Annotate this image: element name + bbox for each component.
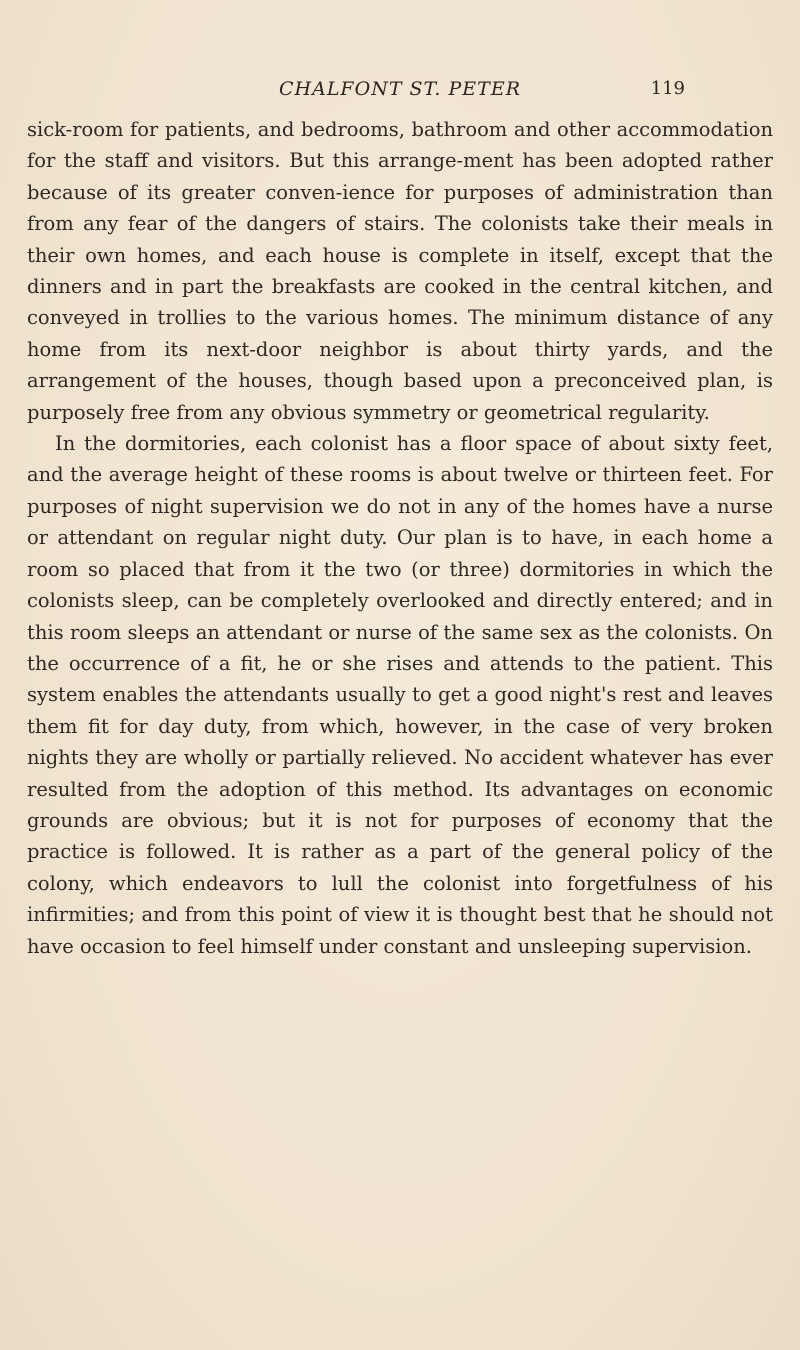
body-text bbox=[27, 114, 773, 962]
running-title: CHALFONT ST. PETER bbox=[278, 78, 522, 100]
page-number: 119 bbox=[650, 78, 685, 99]
paragraph-1: sick-room for patients, and bedrooms, bathroom and other accommodation for the staff and visitors. But this arrange-ment has been adopted rather because of its greater conven-ience for purposes of administration than from any fear of the dangers of stairs. The colonists take their meals in their own homes, and each house is complete in itself, except that the dinners and in part the breakfasts are cooked in the central kitchen, and conveyed in trollies to the various homes. The minimum distance of any home from its next-door neighbor is about thirty yards, and the arrangement of the houses, though based upon a preconceived plan, is purposely free from any obvious symmetry or geometrical regularity. bbox=[27, 118, 773, 424]
page-header bbox=[0, 78, 800, 108]
paragraph-2: In the dormitories, each colonist has a floor space of about sixty feet, and the average height of these rooms is about twelve or thirteen feet. For purposes of night supervision we do not in any of the homes have a nurse or attendant on regular night duty. Our plan is to have, in each home a room so placed that from it the two (or three) dormitories in which the colonists sleep, can be completely overlooked and directly entered; and in this room sleeps an attendant or nurse of the same sex as the colonists. On the occurrence of a fit, he or she rises and attends to the patient. This system enables the attendants usually to get a good night's rest and leaves them fit for day duty, from which, however, in the case of very broken nights they are wholly or partially relieved. No accident whatever has ever resulted from the adoption of this method. Its advantages on economic grounds are obvious; but it is not for purposes of economy that the practice is followed. It is rather as a part of the general policy of the colony, which endeavors to lull the colonist into forgetfulness of his infirmities; and from this point of view it is thought best that he should not have occasion to feel himself under constant and unsleeping supervision. bbox=[27, 432, 773, 958]
